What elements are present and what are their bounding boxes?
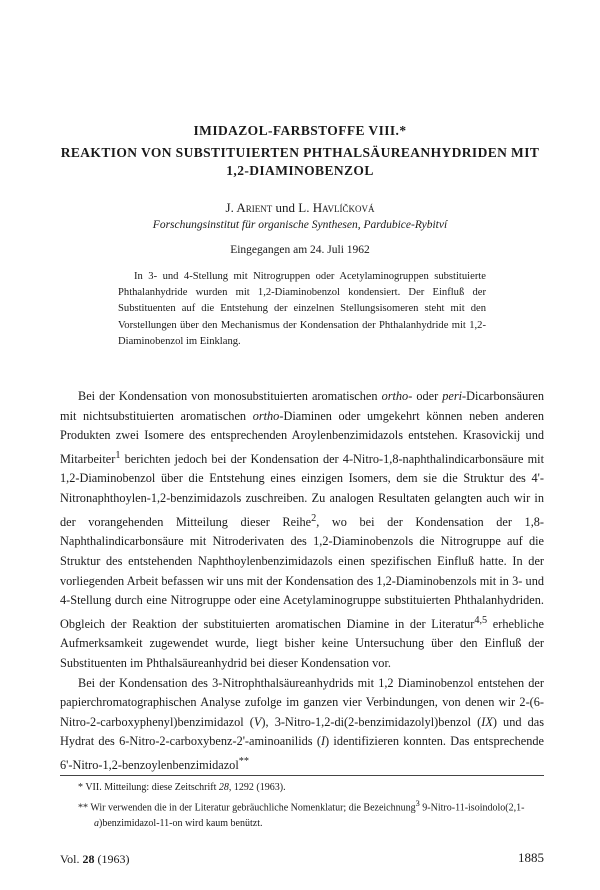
authors-conjunction: und bbox=[275, 200, 296, 215]
italic-run: ortho- bbox=[381, 389, 413, 403]
text-run: , 1292 (1963). bbox=[228, 782, 286, 793]
year: (1963) bbox=[94, 852, 130, 866]
page-number: 1885 bbox=[518, 850, 544, 865]
text-run: Bei der Kondensation von monosubstituierten aromatischen bbox=[78, 389, 382, 403]
italic-run: peri- bbox=[442, 389, 467, 403]
citation-ref: 2 bbox=[311, 512, 317, 524]
article-title-line-1: IMIDAZOL-FARBSTOFFE VIII.* bbox=[193, 123, 407, 138]
footnote-mark: ** bbox=[78, 802, 88, 814]
text-run: , wo bei der Kondensation der 1,8-Naphthalindicarbonsäure mit Nitroderivaten des 1,2-Diaminobenzols die Nitrogruppe auf die Struktur des entstehenden Naphthoylenbenzimidazols einen spezifischen Einfluß hatte. In der vorliegenden Arbeit befassen wir uns mit der Kondensation des 1,2-Diaminobenzols mit in 3- und 4-Stellung durch eine Nitrogruppe oder eine Acetylaminogruppe substituierten Phthalanhydriden. Obgleich der Reaktion der substituierten aromatischen Diamine in der Literatur bbox=[60, 514, 545, 631]
text-run: Wir verwenden die in der Literatur gebräuchliche Nomenklatur; die Bezeichnung bbox=[88, 802, 416, 814]
article-title-line-3: 1,2-DIAMINOBENZOL bbox=[226, 163, 374, 178]
text-run: 9-Nitro-11-isoindolo(2,1- bbox=[419, 802, 525, 814]
text-run: oder bbox=[412, 389, 443, 403]
volume-number: 28 bbox=[218, 782, 229, 793]
paragraph-2 bbox=[60, 674, 544, 776]
text-run: ), 3-Nitro-1,2-di(2-benzimidazolyl)benzol ( bbox=[261, 714, 482, 729]
citation-ref: 1 bbox=[115, 449, 121, 461]
citation-ref: 4,5 bbox=[474, 614, 488, 626]
text-run: )benzimidazol-11-on wird kaum benützt. bbox=[99, 818, 263, 830]
abstract: In 3- und 4-Stellung mit Nitrogruppen oder Acetylaminogruppen substituierte Phthalanhydride wurden mit 1,2-Diaminobenzol kondensiert. Der Einfluß der Substituenten auf die Entstehung der einzelnen Stellungsisomeren steht mit den Vorstellungen über den Mechanismus der Kondensation der Phthalanhydride mit 1,2-Diaminobenzol im Einklang. bbox=[118, 271, 486, 347]
footnote-2 bbox=[60, 796, 544, 832]
journal-volume bbox=[60, 852, 129, 867]
author-arient: J. Arient bbox=[225, 200, 273, 215]
text-run: Diaminen oder umgekehrt können neben anderen Produkten zwei Isomere des entsprechenden Aroylenbenzimidazols entstehen. Krasovickij und Mitarbeiter bbox=[60, 408, 544, 466]
italic-run: a bbox=[94, 818, 99, 830]
paragraph-1 bbox=[60, 387, 544, 674]
volume-label: Vol. bbox=[60, 852, 83, 866]
footnote-mark: * bbox=[78, 782, 83, 793]
footnote-1 bbox=[60, 780, 544, 796]
affiliation: Forschungsinstitut für organische Synthesen, Pardubice-Rybitví bbox=[152, 219, 448, 231]
compound-label: IX bbox=[481, 714, 493, 729]
text-run: Bei der Kondensation des 3-Nitrophthalsäureanhydrids mit 1,2 Diaminobenzol entstehen der papierchromatographischen Analyse zufolge im ganzen vier Verbindungen, von denen wir 2-(6-Nitro-2-carboxyphenyl)benzimidazol ( bbox=[60, 675, 544, 729]
authors bbox=[40, 200, 560, 216]
text-run: ) identifizieren konnten. Das entsprechende 6'-Nitro-1,2-benzoylenbenzimidazol bbox=[60, 734, 544, 773]
footnotes bbox=[60, 780, 544, 832]
received-date: Eingegangen am 24. Juli 1962 bbox=[230, 244, 370, 256]
body-text bbox=[60, 387, 544, 776]
compound-label: I bbox=[320, 734, 326, 749]
footnote-divider bbox=[60, 775, 544, 776]
text-run: ) und das Hydrat des 6-Nitro-2-carboxybenz-2'-aminoanilids ( bbox=[60, 714, 544, 749]
compound-label: V bbox=[253, 714, 262, 729]
text-run: berichten jedoch bei der Kondensation der 4-Nitro-1,8-naphthalindicarbonsäure mit 1,2-Diaminobenzol über die Entstehung eines einzigen Isomers, dem sie die Struktur des 4'-Nitronaphthoylen-1,2-benzimidazols zuschreiben. Zu analogen Resultaten gelangten auch wir in der vorangehenden Mitteilung dieser Reihe bbox=[60, 451, 544, 529]
volume-number: 28 bbox=[82, 852, 95, 866]
text-run: erhebliche Aufmerksamkeit zugewendet wurde, liegt bisher keine Untersuchung über den Einfluß der Substituenten im Phthalsäureanhydrid bei dieser Kondensation vor. bbox=[60, 616, 544, 670]
footnote-ref: ** bbox=[238, 755, 249, 767]
italic-run: ortho- bbox=[252, 408, 284, 423]
citation-ref: 3 bbox=[415, 799, 420, 808]
author-havlickova: L. Havlíčková bbox=[298, 200, 375, 215]
text-run: Dicarbonsäuren mit nichtsubstituierten aromatischen bbox=[60, 389, 544, 423]
text-run: VII. Mitteilung: diese Zeitschrift bbox=[83, 782, 219, 793]
article-title-line-2: REAKTION VON SUBSTITUIERTEN PHTHALSÄUREANHYDRIDEN MIT bbox=[60, 145, 540, 160]
